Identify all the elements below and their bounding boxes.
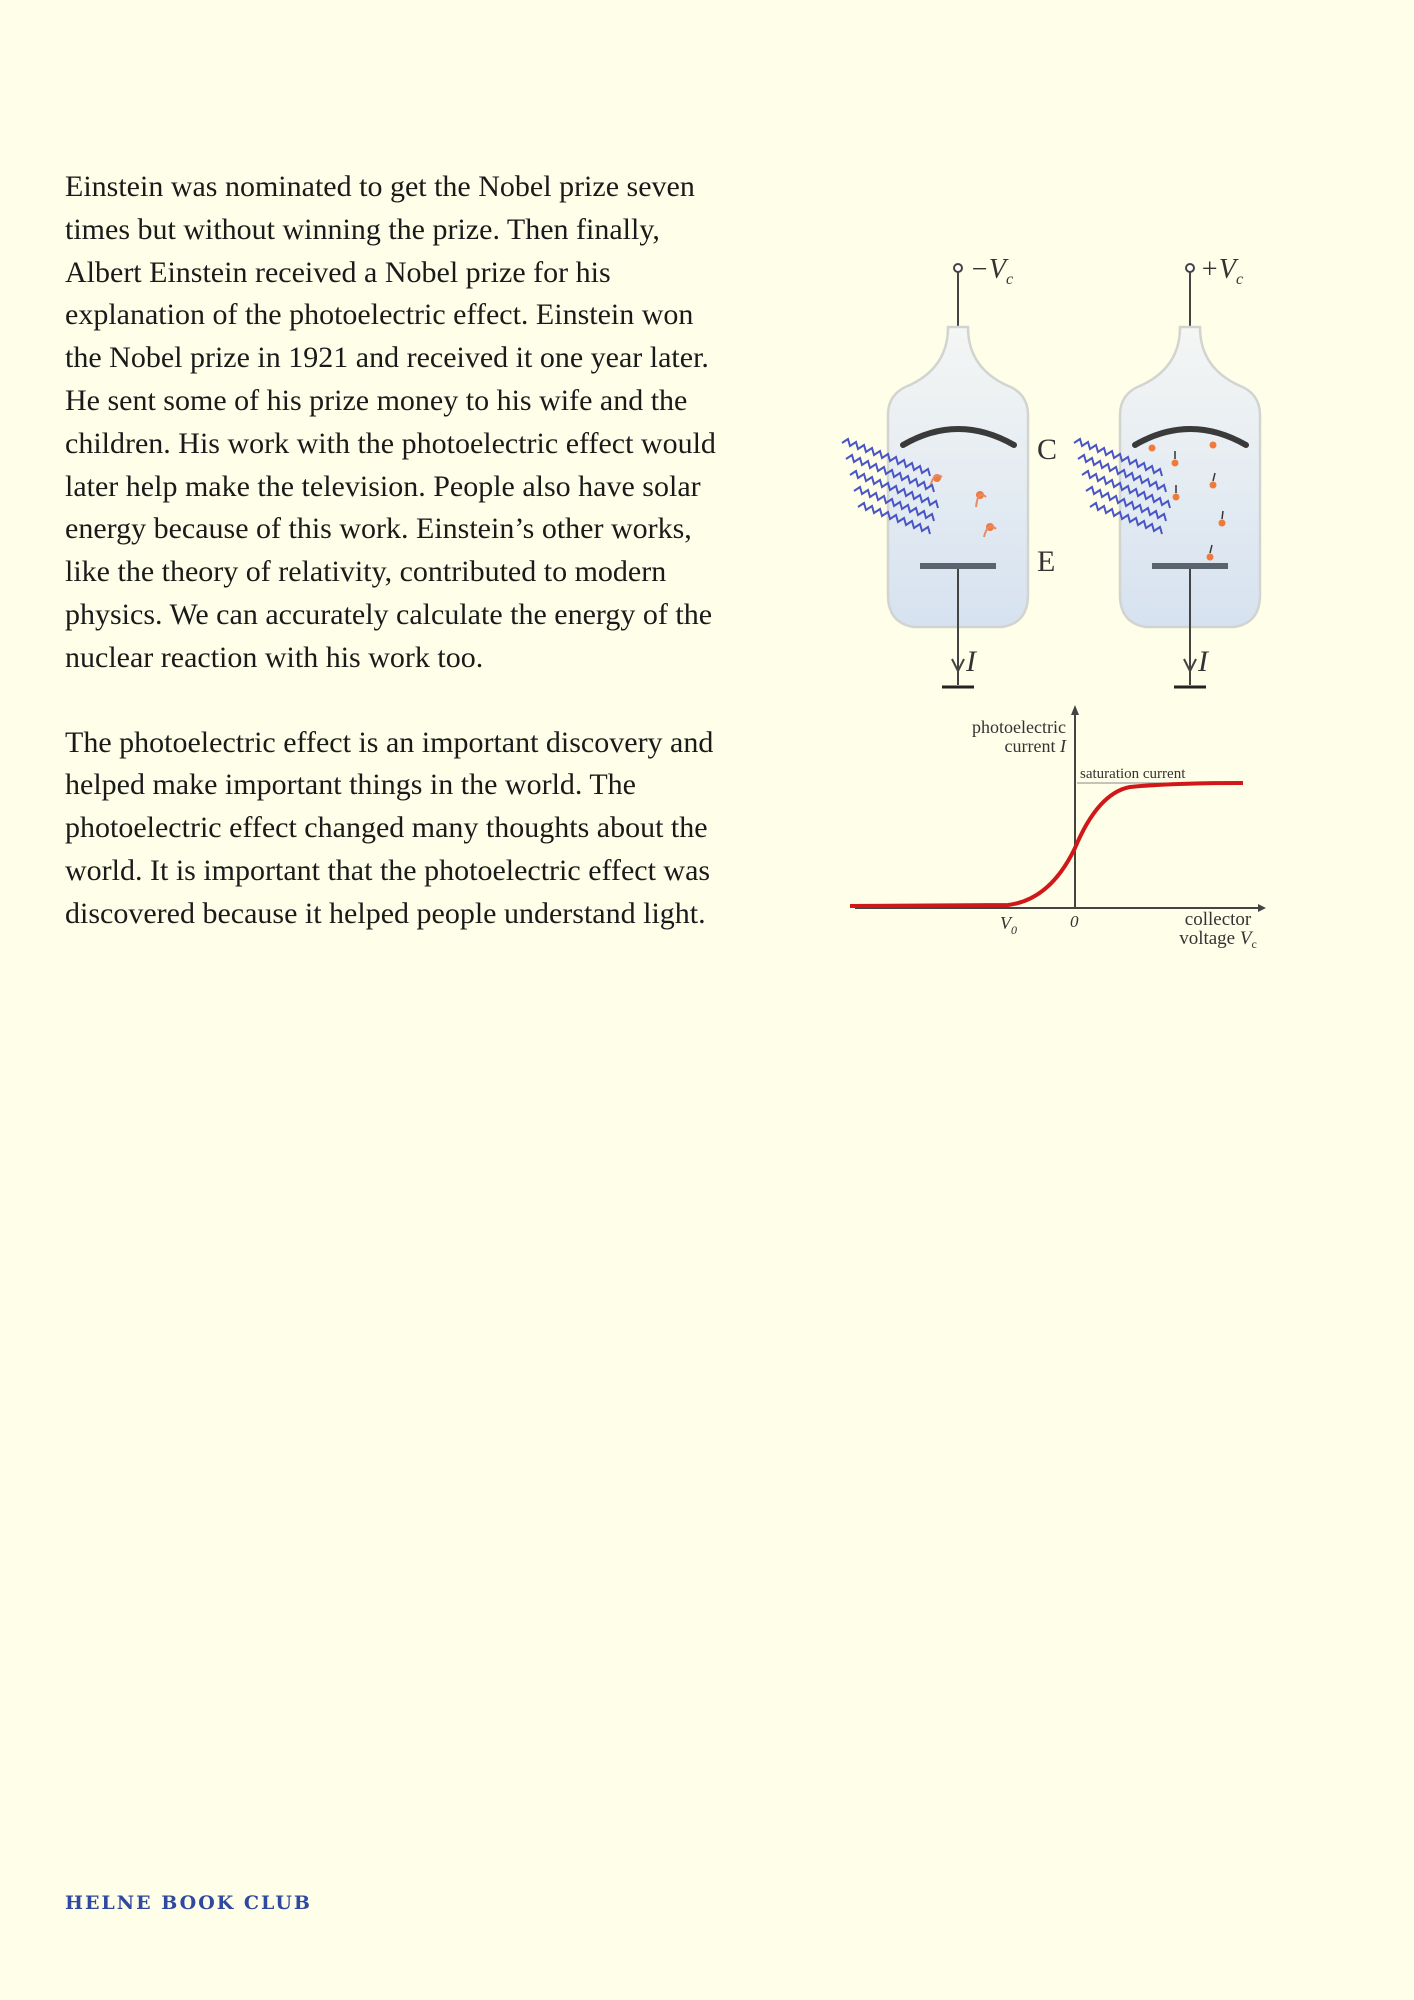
current-voltage-graph bbox=[850, 705, 1266, 951]
y-axis-label-line2: current I bbox=[1004, 736, 1066, 756]
y-axis-label-line1: photoelectric bbox=[972, 717, 1066, 737]
left-terminal bbox=[954, 264, 962, 272]
paragraph-photoelectric-importance: The photoelectric effect is an important discovery and helped make important things in the world. The photoelectric effect changed many thoughts about the world. It is important that the photoelectric effect was discovered because it helped people understand light. bbox=[65, 725, 714, 930]
right-phototube bbox=[1074, 254, 1260, 687]
origin-label: 0 bbox=[1070, 912, 1079, 931]
right-terminal bbox=[1186, 264, 1194, 272]
left-voltage-label: $-V_c$ bbox=[970, 254, 1014, 288]
x-axis-label-line2: voltage $V_c$ bbox=[1179, 928, 1257, 951]
y-axis-arrow bbox=[1071, 705, 1079, 715]
photoelectric-effect-figure bbox=[830, 245, 1280, 980]
x-axis-arrow bbox=[1258, 904, 1266, 912]
photoelectric-diagram bbox=[830, 245, 1280, 980]
stopping-voltage-label: $V_0$ bbox=[1000, 913, 1017, 937]
paragraph-nobel-prize: Einstein was nominated to get the Nobel prize seven times but without winning the prize. Then finally, Albert Einstein received a Nobel prize for his explanation of the photoelectric effect. Einstein won the Nobel prize in 1921 and received it one year later. He sent some of his prize money to his wife and the children. His work with the photoelectric effect would later help make the television. People also have solar energy because of this work. Einstein’s other works, like the theory of relativity, contributed to modern physics. We can accurately calculate the energy of the nuclear reaction with his work too. bbox=[65, 170, 716, 674]
x-axis-label-line1: collector bbox=[1184, 909, 1252, 930]
emitter-label: E bbox=[1037, 545, 1056, 578]
right-emitter-plate bbox=[1152, 563, 1228, 569]
footer-brand: HELNE BOOK CLUB bbox=[65, 1892, 312, 1914]
right-current-label: I bbox=[1198, 645, 1208, 678]
left-current-label: I bbox=[966, 645, 976, 678]
article-text bbox=[65, 166, 725, 936]
left-phototube bbox=[842, 254, 1057, 687]
saturation-current-label: saturation current bbox=[1080, 766, 1186, 782]
left-emitter-plate bbox=[920, 563, 996, 569]
right-voltage-label: $+V_c$ bbox=[1200, 254, 1244, 288]
collector-label: C bbox=[1037, 433, 1058, 466]
photocurrent-curve bbox=[850, 783, 1243, 906]
